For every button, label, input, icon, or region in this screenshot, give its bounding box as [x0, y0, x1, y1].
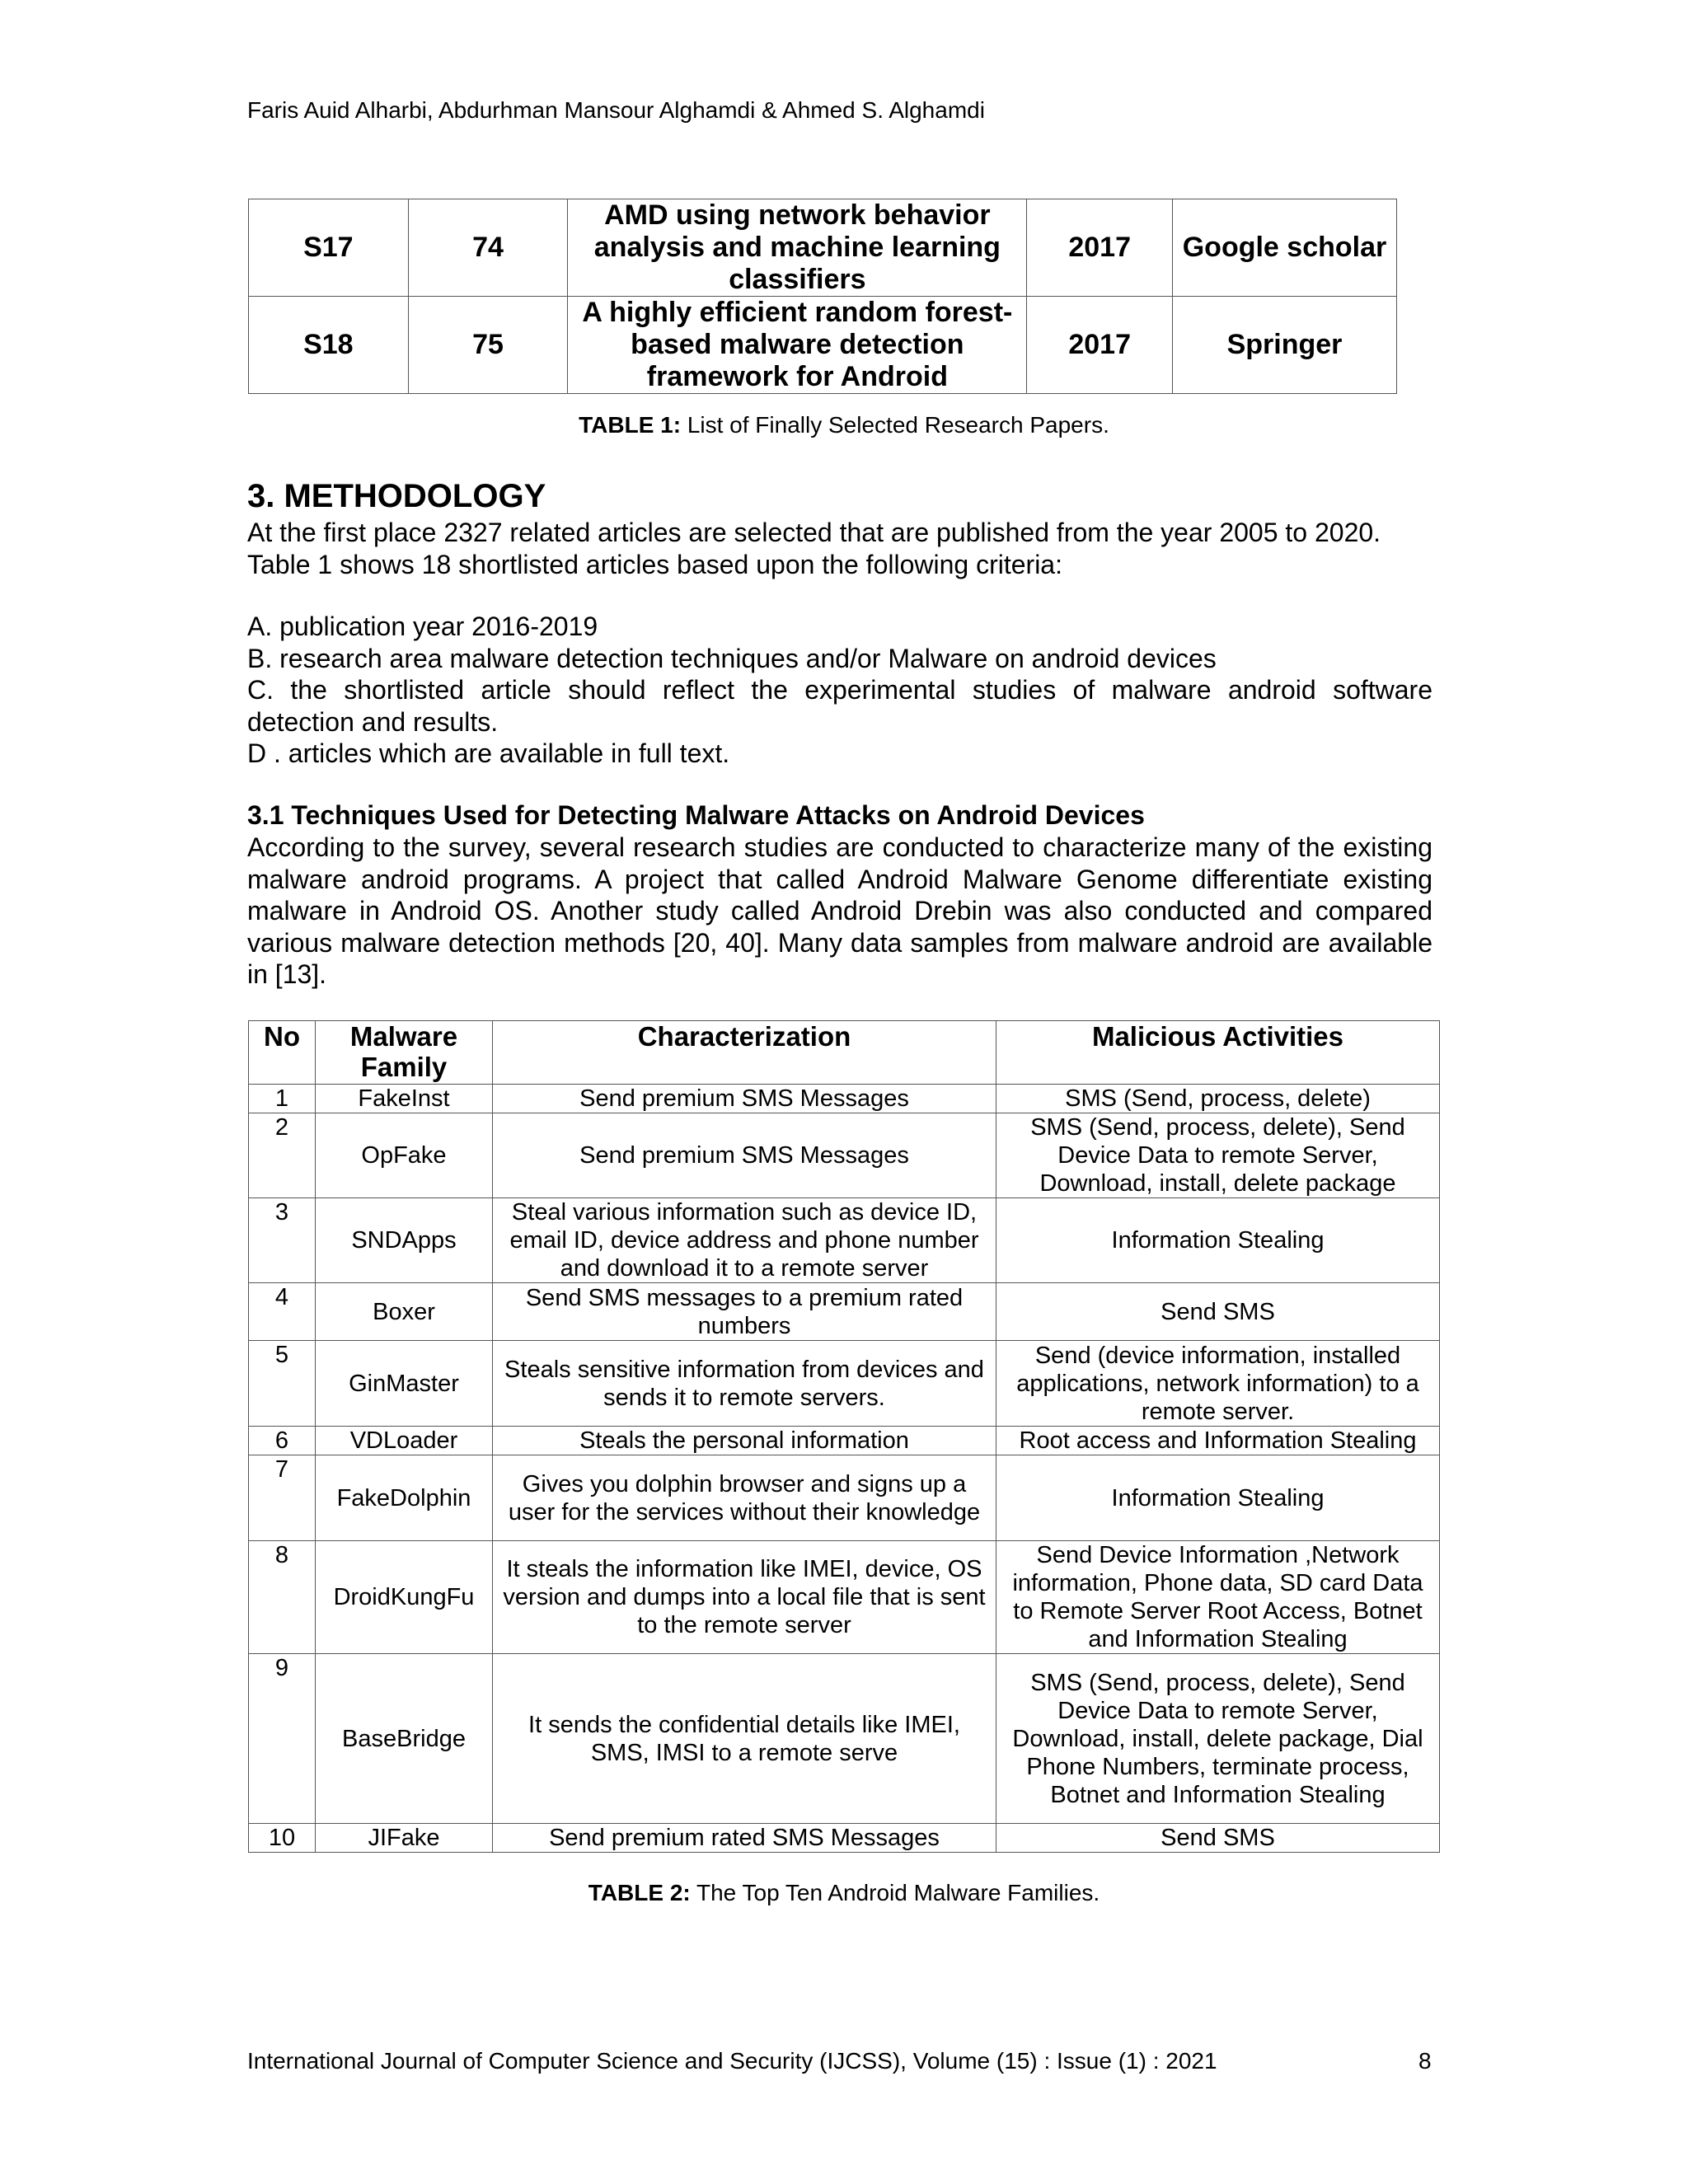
table-row — [249, 1427, 1440, 1455]
row-activities: Send Device Information ,Network information, Phone data, SD card Data to Remote Server Root Access, Botnet and Information Stealing — [996, 1541, 1440, 1654]
intro-line: Table 1 shows 18 shortlisted articles based upon the following criteria: — [247, 549, 1062, 579]
row-characterization: Steals sensitive information from devices and sends it to remote servers. — [493, 1341, 996, 1427]
row-activities: Send SMS — [996, 1824, 1440, 1853]
row-family: VDLoader — [316, 1427, 493, 1455]
paper-title: AMD using network behavior analysis and machine learning classifiers — [568, 199, 1027, 297]
row-activities: SMS (Send, process, delete), Send Device Data to remote Server, Download, install, delete package, Dial Phone Numbers, terminate process, Botnet and Information Stealing — [996, 1654, 1440, 1824]
malware-families-table — [248, 1020, 1440, 1853]
row-family: GinMaster — [316, 1341, 493, 1427]
methodology-intro — [247, 517, 1432, 580]
paper-id: S17 — [249, 199, 409, 297]
row-family: JIFake — [316, 1824, 493, 1853]
table-row — [249, 1283, 1440, 1341]
row-characterization: It sends the confidential details like IMEI, SMS, IMSI to a remote serve — [493, 1654, 996, 1824]
subsection-heading: 3.1 Techniques Used for Detecting Malware Attacks on Android Devices — [247, 800, 1145, 830]
row-family: DroidKungFu — [316, 1541, 493, 1654]
running-header: Faris Auid Alharbi, Abdurhman Mansour Alghamdi & Ahmed S. Alghamdi — [247, 97, 985, 123]
row-characterization: Send SMS messages to a premium rated numbers — [493, 1283, 996, 1341]
paper-ref: 74 — [408, 199, 568, 297]
paper-year: 2017 — [1027, 199, 1173, 297]
row-no: 4 — [249, 1283, 316, 1341]
table2-caption — [0, 1880, 1688, 1906]
row-activities: SMS (Send, process, delete) — [996, 1085, 1440, 1113]
row-activities: Information Stealing — [996, 1455, 1440, 1541]
row-activities: SMS (Send, process, delete), Send Device Data to remote Server, Download, install, delete package — [996, 1113, 1440, 1198]
table-header-row — [249, 1021, 1440, 1085]
row-family: BaseBridge — [316, 1654, 493, 1824]
row-family: OpFake — [316, 1113, 493, 1198]
criteria-item: A. publication year 2016-2019 — [247, 612, 598, 641]
row-characterization: Steal various information such as device ID, email ID, device address and phone number and download it to a remote server — [493, 1198, 996, 1283]
journal-footer: International Journal of Computer Science and Security (IJCSS), Volume (15) : Issue (1) : 2021 — [247, 2048, 1217, 2074]
row-no: 3 — [249, 1198, 316, 1283]
table-row — [249, 1341, 1440, 1427]
row-family: FakeInst — [316, 1085, 493, 1113]
paper-year: 2017 — [1027, 297, 1173, 394]
body-paragraph: According to the survey, several research studies are conducted to characterize many of the existing malware android programs. A project that called Android Malware Genome differentiate existing malware in Android OS. Another study called Android Drebin was also conducted and compared various malware detection methods [20, 40]. Many data samples from malware android are available in [13]. — [247, 832, 1432, 989]
header-characterization: Characterization — [493, 1021, 996, 1085]
table1-caption-text: List of Finally Selected Research Papers. — [681, 412, 1109, 438]
subsection-body — [247, 832, 1432, 991]
table-row — [249, 297, 1397, 394]
criteria-item: C. the shortlisted article should reflect the experimental studies of malware android software detection and results. — [247, 675, 1432, 737]
header-no: No — [249, 1021, 316, 1085]
paper-source: Springer — [1172, 297, 1396, 394]
table-row — [249, 1085, 1440, 1113]
table2-caption-text: The Top Ten Android Malware Families. — [690, 1880, 1100, 1905]
intro-line: At the first place 2327 related articles are selected that are published from the year 2005 to 2020. — [247, 518, 1381, 547]
table-row — [249, 1455, 1440, 1541]
table2-caption-label: TABLE 2: — [588, 1880, 691, 1905]
selected-papers-table — [248, 199, 1397, 394]
paper-ref: 75 — [408, 297, 568, 394]
criteria-item: B. research area malware detection techniques and/or Malware on android devices — [247, 643, 1217, 673]
table1-caption-label: TABLE 1: — [579, 412, 682, 438]
page-number: 8 — [1418, 2048, 1432, 2074]
row-family: SNDApps — [316, 1198, 493, 1283]
row-activities: Information Stealing — [996, 1198, 1440, 1283]
paper-title: A highly efficient random forest-based malware detection framework for Android — [568, 297, 1027, 394]
row-no: 2 — [249, 1113, 316, 1198]
paper-source: Google scholar — [1172, 199, 1396, 297]
row-characterization: Gives you dolphin browser and signs up a user for the services without their knowledge — [493, 1455, 996, 1541]
row-characterization: It steals the information like IMEI, device, OS version and dumps into a local file that is sent to the remote server — [493, 1541, 996, 1654]
table1-caption — [0, 412, 1688, 438]
row-no: 1 — [249, 1085, 316, 1113]
row-characterization: Send premium rated SMS Messages — [493, 1824, 996, 1853]
table-row — [249, 1198, 1440, 1283]
row-no: 8 — [249, 1541, 316, 1654]
row-no: 6 — [249, 1427, 316, 1455]
row-family: Boxer — [316, 1283, 493, 1341]
row-activities: Root access and Information Stealing — [996, 1427, 1440, 1455]
table-row — [249, 1113, 1440, 1198]
section-heading: 3. METHODOLOGY — [247, 478, 546, 514]
row-activities: Send SMS — [996, 1283, 1440, 1341]
row-no: 9 — [249, 1654, 316, 1824]
criteria-list — [247, 611, 1432, 770]
row-activities: Send (device information, installed applications, network information) to a remote server. — [996, 1341, 1440, 1427]
table-row — [249, 199, 1397, 297]
row-characterization: Send premium SMS Messages — [493, 1113, 996, 1198]
row-no: 5 — [249, 1341, 316, 1427]
table-row — [249, 1824, 1440, 1853]
row-characterization: Send premium SMS Messages — [493, 1085, 996, 1113]
row-no: 7 — [249, 1455, 316, 1541]
paper-id: S18 — [249, 297, 409, 394]
criteria-item: D . articles which are available in full text. — [247, 738, 730, 768]
table-row — [249, 1541, 1440, 1654]
row-no: 10 — [249, 1824, 316, 1853]
row-characterization: Steals the personal information — [493, 1427, 996, 1455]
header-activities: Malicious Activities — [996, 1021, 1440, 1085]
row-family: FakeDolphin — [316, 1455, 493, 1541]
header-family: Malware Family — [316, 1021, 493, 1085]
table-row — [249, 1654, 1440, 1824]
